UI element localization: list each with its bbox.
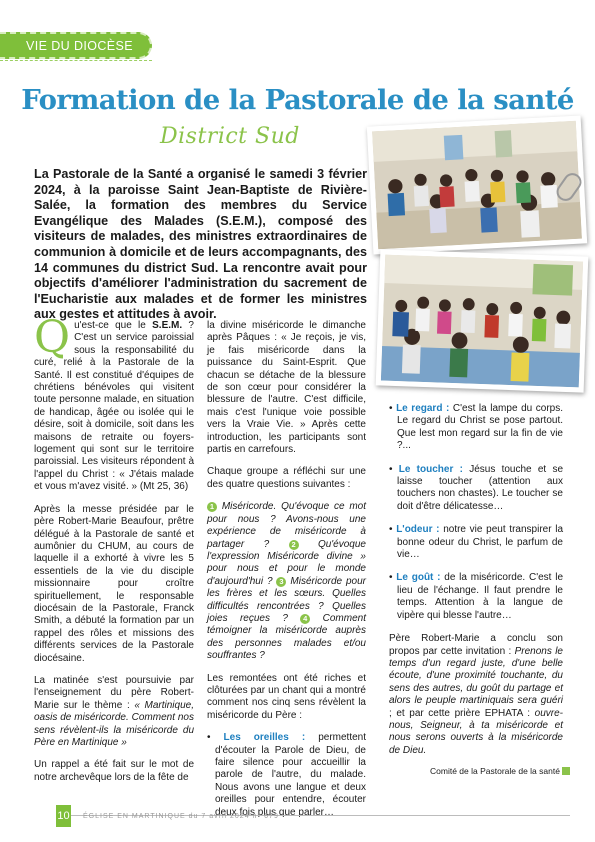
sense-text-sight: C'est la lampe du corps. Le regard du Christ se pose partout. Que lest mon regard sur la fin de vie ?... (397, 403, 563, 452)
group-discussion-photo (376, 249, 589, 392)
question-2: Qu'évoque l'expression Miséricorde divine » pour nous et pour le monde d'aujourd'hui ? (207, 538, 366, 587)
sem-acronym: S.E.M. (152, 320, 183, 331)
question-number-3: 3 (276, 577, 286, 587)
question-number-2: 2 (289, 540, 299, 550)
sense-text-smell: notre vie peut transpirer la bonne odeur du Christ, le parfum de vie… (397, 524, 564, 561)
question-number-1: 1 (207, 502, 217, 512)
credit-text: Comité de la Pastorale de la santé (430, 766, 560, 776)
question-number-4: 4 (300, 614, 310, 624)
col1-p1-rest: ? C'est un service paroissial sous la responsabilité du curé, relié à la Pastorale de la Santé. Il est constitué d'équipes de chrétiens bénévoles qui visitent toute personne malade, en situation de handicap, âgée ou isolée qui le désire, soit à domicile, soit dans les maisons de retraite ou foyers-logement qui sont sur le territoire paroissial. Les visiteurs répondent à l'appel du Christ : « J'étais malade et vous m'avez visité. » (Mt 25, 36) (34, 320, 194, 493)
section-rubric (0, 32, 152, 59)
conclusion-prayer-intro: ; et par cette prière EPHATA : (389, 707, 535, 719)
article-credit (430, 766, 570, 776)
col2-p2: Chaque groupe a réfléchi sur une des quatre questions suivantes : (207, 466, 366, 490)
rubric-dashed-line (0, 60, 152, 64)
sense-text-taste: de la miséricorde. C'est le lieu de l'échange. Il faut prendre le temps. Attention à la langue de vipère qui blesse l'autre… (397, 572, 563, 621)
sense-item-taste: • Le goût : de la miséricorde. C'est le lieu de l'échange. Il faut prendre le temps. Attention à la langue de vipère qui blesse l'autre… (389, 572, 563, 621)
sense-item-smell: • L'odeur : notre vie peut transpirer la bonne odeur du Christ, le parfum de vie… (389, 524, 564, 561)
page-number: 10 (56, 805, 71, 827)
section-rubric-label: VIE DU DIOCÈSE (26, 38, 134, 53)
conclusion-intro: Père Robert-Marie a conclu son propos par cette invitation : (389, 633, 563, 657)
col1-p4: Un rappel a été fait sur le mot de notre archevêque lors de la fête de (34, 759, 194, 783)
col1-p1-text: u'est-ce que le (74, 320, 153, 331)
article-column-2 (207, 320, 366, 829)
sense-label-taste: Le goût : (396, 572, 441, 584)
conclusion-prayer: ouvre-nous, Seigneur, à ta miséricorde et nous serons ouverts à la miséricorde de Dieu. (389, 707, 563, 756)
col2-p1: la divine miséricorde le dimanche après Pâques : « Je reçois, je vis, je fais miséricorde dans la puissance du Saint-Esprit. Que chacun se détache de la blessure de son cœur pour considérer la blessure de l'autre. C'est difficile, mais c'est l'unique voie possible vers la Vraie Vie. » Après cette introduction, les participants sont partis en carrefours. (207, 320, 366, 456)
question-4: Comment témoigner la miséricorde auprès des personnes malades et/ou souffrantes ? (207, 612, 366, 662)
article-column-3 (389, 403, 563, 768)
col1-p2: Après la messe présidée par le père Robert-Marie Beaufour, prêtre délégué à la Pastorale de santé et aumônier du CHUM, au cours de laquelle il a exhorté à vivre les 5 essentiels de la vie du disciple missionnaire pour croître spirituellement, le responsable diocésain de la Pastorale, Franck Smith, a débuté la formation par un rappel des rôles et missions des différents services de la Pastorale diocésaine. (34, 503, 194, 664)
col2-p4: Les remontées ont été riches et clôturées par un chant qui a montré comment nos cinq sens révèlent la miséricorde du Père : (207, 672, 366, 721)
question-1: Miséricorde. Qu'évoque ce mot pour nous ? Avons-nous une expérience de miséricorde à partager ? (207, 501, 366, 550)
sense-label-sight: Le regard : (396, 403, 450, 414)
col1-p3-theme: « Martinique, oasis de miséricorde. Comment nos sens révèlent-ils la miséricorde du Père en Martinique » (34, 699, 194, 748)
article-subtitle: District Sud (160, 124, 300, 149)
conclusion-paragraph (389, 633, 563, 757)
sense-item-sight: • Le regard : C'est la lampe du corps. Le regard du Christ se pose partout. Que lest mon regard sur la fin de vie ?... (389, 403, 563, 452)
questions-block (207, 501, 366, 662)
sense-text-ears: permettent d'écouter la Parole de Dieu, de faire silence pour accueillir la parole de l'autre, du malade. Nous avons une langue et deux oreilles pour entendre, écouter deux fois plus que parler… (215, 732, 366, 818)
sense-label-smell: L'odeur : (396, 524, 440, 536)
drop-cap: Q (34, 312, 71, 363)
sense-text-touch: Jésus touche et se laisse toucher (attention aux touchers non chastes). Le toucher se doit d'être délicatesse… (397, 463, 564, 512)
sense-item-touch: • Le toucher : Jésus touche et se laisse toucher (attention aux touchers non chastes). Le toucher se doit d'être délicatesse… (389, 463, 564, 512)
sense-label-touch: Le toucher : (398, 463, 463, 475)
article-column-1 (34, 312, 194, 794)
sense-item-ears: • Les oreilles : permettent d'écouter la Parole de Dieu, de faire silence pour accueillir la parole de l'autre, du malade. Nous avons une langue et deux oreilles pour entendre, écouter deux fois plus que parler… (207, 732, 366, 818)
credit-square-icon (562, 767, 570, 775)
conclusion-quote: Prenons le temps d'un regard juste, d'une belle écoute, d'une proximité touchante, du sens des autres, du goût du partage et alors le peuple martiniquais sera guéri (389, 645, 563, 707)
footer-publication: ÉGLISE EN MARTINIQUE du 7 avril 2024 n° 679 (83, 813, 279, 820)
article-intro: La Pastorale de la Santé a organisé le samedi 3 février 2024, à la paroisse Saint Jean-Baptiste de Rivière-Salée, la formation des membres du Service Evangélique des Malades (S.E.M.), composé des visiteurs de malades, des ministres extraordinaires de communion à domicile et de leurs accompagnants, des 14 communes du district Sud. La rencontre avait pour objectifs d'améliorer l'administration du sacrement de l'Eucharistie aux malades et de former les ministres aux gestes et attitudes à avoir. (34, 167, 367, 322)
article-title: Formation de la Pastorale de la santé (21, 84, 574, 116)
question-3: Miséricorde pour les frères et les sœurs. Quelles difficultés rencontrées ? Quelles joies reçues ? (207, 575, 367, 624)
col1-p3-text: La matinée s'est poursuivie par l'enseignement du père Robert-Marie sur le thème : (34, 674, 194, 711)
group-meeting-photo (367, 115, 587, 254)
sense-label-ears: Les oreilles : (223, 732, 306, 744)
